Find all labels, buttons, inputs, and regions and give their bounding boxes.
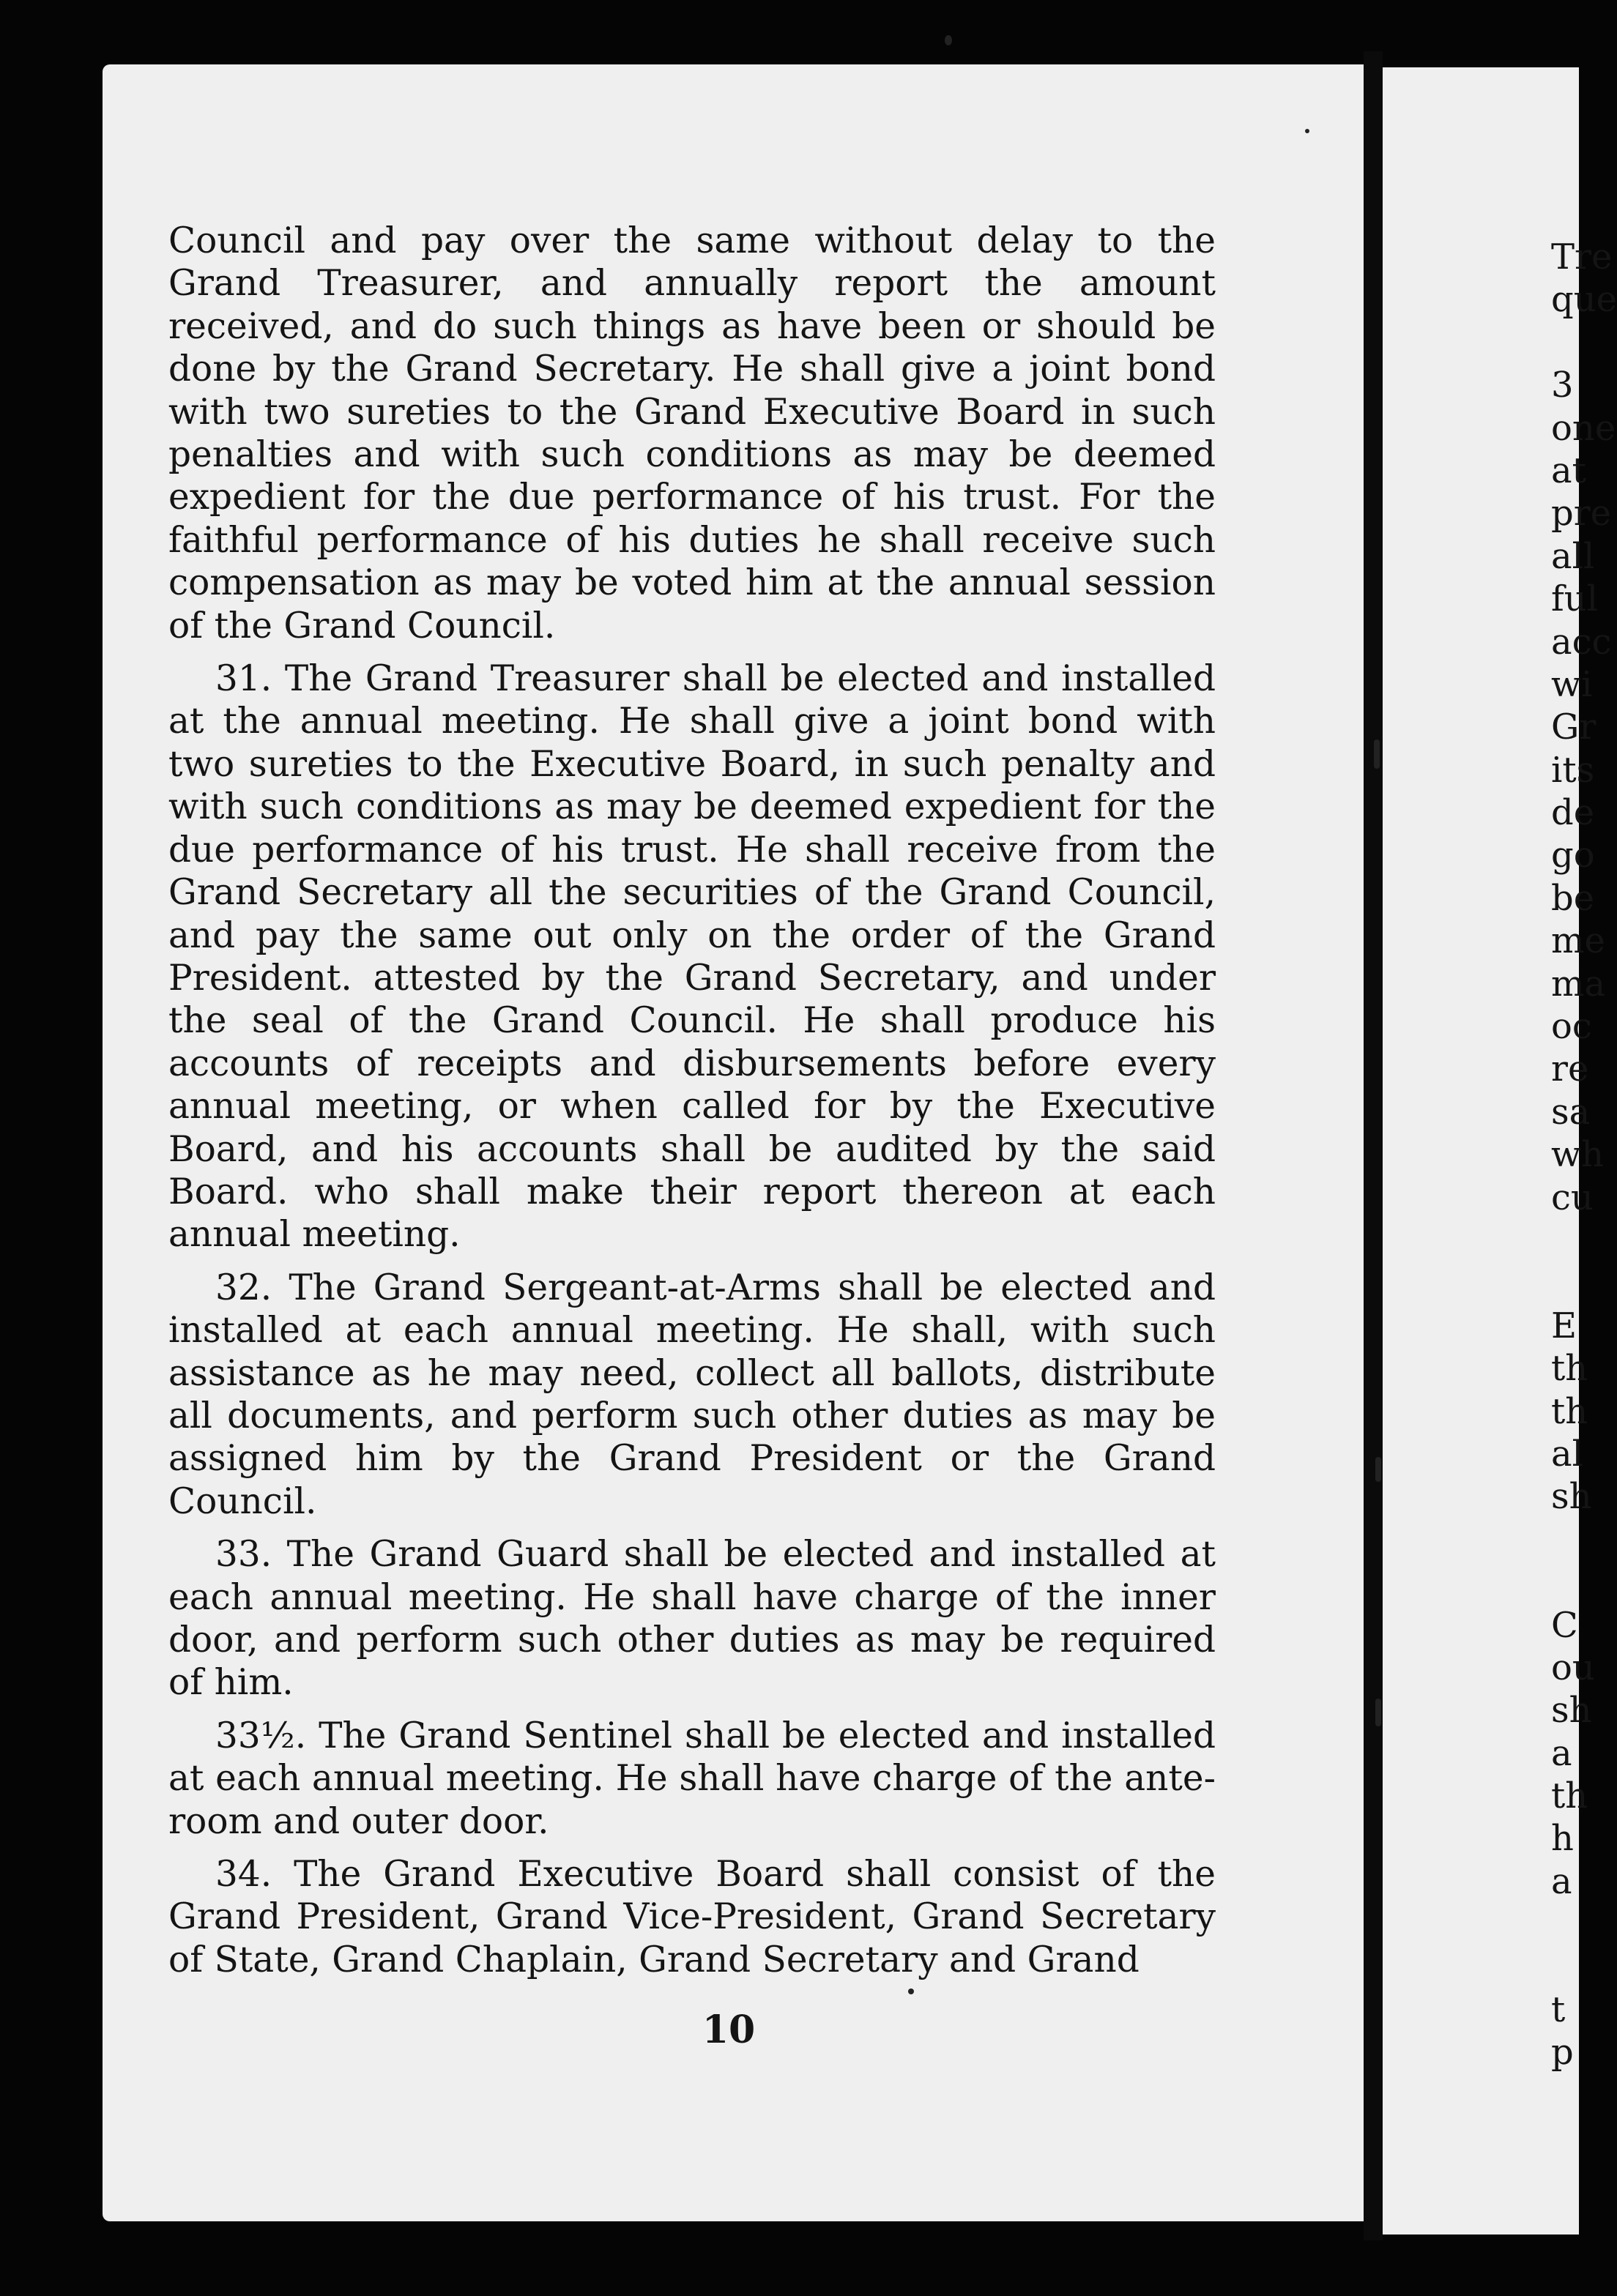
facing-line bbox=[1551, 1561, 1617, 1603]
facing-line: p bbox=[1551, 2032, 1574, 2073]
paragraph-section-34: 34. The Grand Executive Board shall consist of the Grand President, Grand Vice-President, Grand Secretary of State, Grand Chaplain, Grand Secretary and Grand bbox=[168, 1854, 1216, 1980]
facing-line: ma bbox=[1551, 963, 1606, 1004]
facing-line: al bbox=[1551, 1433, 1583, 1475]
facing-line: one bbox=[1551, 407, 1616, 449]
facing-line: sh bbox=[1551, 1690, 1592, 1732]
ink-speck bbox=[1375, 1699, 1381, 1726]
facing-line: th bbox=[1551, 1775, 1588, 1817]
facing-line: cu bbox=[1551, 1177, 1594, 1218]
facing-line: a bbox=[1551, 1732, 1572, 1774]
facing-line: de bbox=[1551, 792, 1595, 834]
facing-line bbox=[1551, 1261, 1617, 1304]
facing-line: re bbox=[1551, 1048, 1589, 1090]
facing-line: t bbox=[1551, 1989, 1566, 2031]
facing-line: ou bbox=[1551, 1647, 1595, 1688]
ink-speck bbox=[1374, 739, 1380, 769]
book-gutter bbox=[1364, 51, 1383, 2240]
facing-line bbox=[1551, 1946, 1617, 1988]
facing-line: th bbox=[1551, 1348, 1588, 1390]
facing-line: sh bbox=[1551, 1476, 1592, 1518]
facing-line bbox=[1551, 321, 1617, 364]
facing-line: 3 bbox=[1551, 365, 1574, 406]
facing-line: be bbox=[1551, 877, 1595, 919]
paragraph-continuation: Council and pay over the same without delay to the Grand Treasurer, and annually report the amount received, and do such things as have been or should be done by the Grand Secretary. He shall give a joint bond with two sureties to the Grand Executive Board in such penalties and with such conditions as may be deemed expedient for the due performance of his trust. For the faithful performance of his duties he shall receive such compensation as may be voted him at the annual session of the Grand Council. bbox=[168, 220, 1216, 646]
facing-line bbox=[1551, 1903, 1617, 1945]
facing-line: wh bbox=[1551, 1134, 1604, 1176]
right-page-edge bbox=[1383, 67, 1579, 2234]
paragraph-section-33: 33. The Grand Guard shall be elected and installed at each annual meeting. He shall have charge of the inner door, and perform such other duties as may be required of him. bbox=[168, 1534, 1216, 1704]
facing-line bbox=[1551, 1219, 1617, 1261]
facing-line: all bbox=[1551, 535, 1595, 577]
facing-line: E bbox=[1551, 1305, 1577, 1346]
facing-line: h bbox=[1551, 1818, 1574, 1860]
facing-line: que bbox=[1551, 279, 1617, 321]
facing-line: me bbox=[1551, 920, 1605, 962]
body-text bbox=[168, 220, 1216, 1991]
facing-line: wi bbox=[1551, 663, 1593, 705]
facing-line: a bbox=[1551, 1860, 1572, 1902]
ink-speck bbox=[908, 1988, 914, 1994]
facing-line: sa bbox=[1551, 1091, 1591, 1133]
facing-line: oc bbox=[1551, 1006, 1592, 1048]
ink-speck bbox=[1375, 1457, 1381, 1482]
facing-line: Gr bbox=[1551, 707, 1596, 748]
facing-line: go bbox=[1551, 835, 1595, 876]
facing-line: Tre bbox=[1551, 236, 1613, 277]
ink-speck bbox=[1305, 129, 1309, 133]
paragraph-section-31: 31. The Grand Treasurer shall be elected and installed at the annual meeting. He shall give a joint bond with two sureties to the Executive Board, in such penalty and with such conditions as may be deemed expedient for the due performance of his trust. He shall receive from the Grand Secretary all the securities of the Grand Council, and pay the same out only on the order of the Grand President. attested by the Grand Secretary, and under the seal of the Grand Council. He shall produce his accounts of receipts and disbursements before every annual meeting, or when called for by the Executive Board, and his accounts shall be audited by the said Board. who shall make their report thereon at each annual meeting. bbox=[168, 658, 1216, 1256]
facing-line bbox=[1551, 1518, 1617, 1561]
facing-line: acc bbox=[1551, 621, 1612, 663]
facing-line: at bbox=[1551, 450, 1586, 491]
facing-line: pre bbox=[1551, 493, 1612, 534]
page-number: 10 bbox=[702, 2008, 756, 2052]
facing-line: th bbox=[1551, 1390, 1588, 1432]
facing-line: its bbox=[1551, 749, 1595, 791]
facing-line: C bbox=[1551, 1604, 1578, 1646]
paragraph-section-33-half: 33½. The Grand Sentinel shall be elected and installed at each annual meeting. He shall have charge of the ante-room and outer door. bbox=[168, 1715, 1216, 1842]
facing-page-text bbox=[1551, 236, 1617, 2074]
paragraph-section-32: 32. The Grand Sergeant-at-Arms shall be elected and installed at each annual meeting. He shall, with such assistance as he may need, collect all ballots, distribute all documents, and perform such other duties as may be assigned him by the Grand President or the Grand Council. bbox=[168, 1267, 1216, 1522]
facing-line: ful bbox=[1551, 578, 1599, 620]
ink-speck bbox=[945, 35, 952, 45]
